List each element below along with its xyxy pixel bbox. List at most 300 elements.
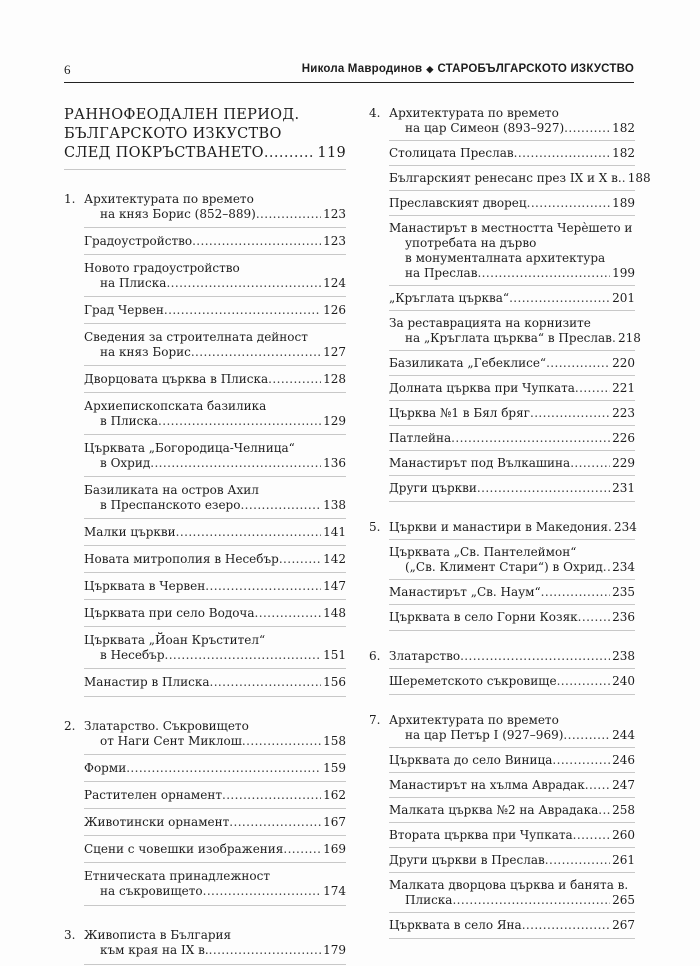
entry-text: Златарство. Съкровището <box>84 719 249 733</box>
entry-page-number: 236 <box>612 610 635 624</box>
entry-page-number: 201 <box>612 291 635 305</box>
entry-text: Църквата до село Виница <box>389 753 553 767</box>
entry-divider <box>389 747 635 748</box>
entry-divider <box>84 296 346 297</box>
toc-entry <box>84 815 346 830</box>
entry-text: Базиликата „Гебеклисе“ <box>389 356 547 370</box>
entry-line <box>389 828 635 843</box>
entry-line <box>389 610 635 625</box>
entry-page-number: 247 <box>612 778 635 792</box>
entry-page-number: 234 <box>612 560 635 574</box>
dot-leader <box>165 648 322 663</box>
dot-leader <box>452 893 610 908</box>
dot-leader <box>575 381 610 396</box>
entry-page-number: 182 <box>612 146 635 160</box>
entry-page-number: 240 <box>612 674 635 688</box>
dot-leader <box>222 788 321 803</box>
entry-divider <box>389 165 635 166</box>
entry-divider <box>84 227 346 228</box>
entry-page-number: 126 <box>323 303 346 317</box>
entry-text: на съкровището <box>100 884 203 898</box>
entry-line <box>389 406 635 421</box>
part-heading-line <box>64 125 346 144</box>
dot-leader <box>564 121 610 136</box>
toc-entry <box>84 552 346 567</box>
toc-entry <box>389 316 641 346</box>
entry-text: Малки църкви <box>84 525 176 539</box>
toc-entry <box>389 545 635 575</box>
entry-text: Втората църква при Чупката <box>389 828 573 842</box>
entry-divider <box>389 350 635 351</box>
entry-page-number: 162 <box>323 788 346 802</box>
entry-text: Столицата Преслав <box>389 146 514 160</box>
toc-entry <box>389 853 635 868</box>
entry-text: Животински орнамент <box>84 815 230 829</box>
entry-text: Манастирът под Вълкашина <box>389 456 571 470</box>
entry-line <box>389 674 635 689</box>
dot-leader <box>530 406 610 421</box>
entry-text: „Кръглата църква“ <box>389 291 510 305</box>
entry-page-number: 158 <box>323 734 346 748</box>
dot-leader <box>545 853 610 868</box>
chapter-entry <box>64 928 346 958</box>
entry-line <box>84 276 346 291</box>
chapter-entry <box>64 192 346 222</box>
header-rule <box>64 82 634 83</box>
toc-entry <box>389 585 635 600</box>
entry-text: в Плиска <box>100 414 159 428</box>
entry-line <box>84 788 346 803</box>
entry-text: Патлейна <box>389 431 452 445</box>
entry-line <box>389 146 635 161</box>
dot-leader <box>546 356 610 371</box>
entry-line <box>84 734 346 749</box>
running-header-title: СТАРОБЪЛГАРСКОТО ИЗКУСТВО <box>437 63 634 75</box>
entry-line <box>84 815 346 830</box>
entry-divider <box>389 215 635 216</box>
separator-diamond-icon: ◆ <box>426 64 434 74</box>
entry-text: на цар Симеон (893–927) <box>405 121 565 135</box>
dot-leader <box>578 610 610 625</box>
toc-entry <box>84 234 346 249</box>
running-header-author: Никола Мавродинов <box>301 63 423 75</box>
entry-divider <box>389 797 635 798</box>
entry-text: употребата на дърво <box>405 236 537 250</box>
toc-entry <box>84 525 346 540</box>
entry-divider <box>84 964 346 965</box>
entry-text: Църквата в село Горни Козяк <box>389 610 578 624</box>
toc-column-left <box>64 106 346 965</box>
entry-page-number: 138 <box>323 498 346 512</box>
entry-page-number: 123 <box>323 234 346 248</box>
dot-leader <box>264 144 316 163</box>
entry-page-number: 174 <box>323 884 346 898</box>
dot-leader <box>570 456 610 471</box>
entry-line <box>389 545 635 560</box>
entry-line <box>84 207 346 222</box>
entry-divider <box>84 476 346 477</box>
dot-leader <box>256 207 321 222</box>
entry-line <box>389 196 635 211</box>
toc-entry <box>389 146 635 161</box>
entry-page-number: 147 <box>323 579 346 593</box>
entry-text: Новата митрополия в Несебър <box>84 552 279 566</box>
entry-divider <box>389 375 635 376</box>
entry-text: Златарство <box>389 649 461 663</box>
part-heading-text: СЛЕД ПОКРЪСТВАНЕТО <box>64 145 264 161</box>
toc-entry <box>389 291 635 306</box>
entry-text: на Плиска <box>100 276 167 290</box>
toc-entry <box>84 303 346 318</box>
chapter-entry <box>369 106 635 136</box>
entry-line <box>84 399 346 414</box>
entry-divider <box>84 862 346 863</box>
entry-line <box>389 106 635 121</box>
entry-line <box>84 675 346 690</box>
toc-entry <box>84 483 346 513</box>
dot-leader <box>166 276 321 291</box>
dot-leader <box>527 196 610 211</box>
entry-divider <box>389 425 635 426</box>
toc-entry <box>389 196 635 211</box>
dot-leader <box>242 734 321 749</box>
entry-divider <box>84 323 346 324</box>
entry-line <box>84 414 346 429</box>
entry-line <box>389 431 635 446</box>
entry-text: Църквата „Богородица-Челница“ <box>84 441 295 455</box>
entry-page-number: 260 <box>612 828 635 842</box>
entry-divider <box>84 254 346 255</box>
entry-line <box>84 345 346 360</box>
entry-line <box>389 918 635 933</box>
entry-page-number: 267 <box>612 918 635 932</box>
chapter-number: 7. <box>369 713 381 727</box>
toc-entry <box>389 171 651 186</box>
entry-page-number: 127 <box>323 345 346 359</box>
entry-line <box>84 719 346 734</box>
entry-page-number: 129 <box>323 414 346 428</box>
entry-divider <box>84 626 346 627</box>
toc-entry <box>389 878 635 908</box>
entry-page-number: 226 <box>612 431 635 445</box>
chapter-entry <box>369 713 635 743</box>
dot-leader <box>192 234 321 249</box>
entry-line <box>389 171 651 186</box>
entry-line <box>389 560 635 575</box>
entry-line <box>84 884 346 899</box>
part-heading-line <box>64 106 346 125</box>
toc-entry <box>84 261 346 291</box>
dot-leader <box>150 456 321 471</box>
dot-leader <box>209 943 321 958</box>
entry-text: на „Кръглата църква“ в Преслав <box>405 331 612 345</box>
entry-page-number: 223 <box>612 406 635 420</box>
dot-leader <box>164 303 321 318</box>
entry-line <box>389 251 635 266</box>
entry-text: Манастир в Плиска <box>84 675 210 689</box>
entry-text: от Наги Сент Миклош <box>100 734 242 748</box>
dot-leader <box>563 728 610 743</box>
entry-page-number: 141 <box>323 525 346 539</box>
chapter-number: 2. <box>64 719 76 733</box>
entry-divider <box>389 579 635 580</box>
entry-text: Църкви и манастири в Македония <box>389 520 608 534</box>
toc-entry <box>84 788 346 803</box>
entry-page-number: 199 <box>612 266 635 280</box>
entry-divider <box>389 772 635 773</box>
dot-leader <box>176 525 321 540</box>
entry-text: Шереметското съкровище <box>389 674 557 688</box>
dot-leader <box>585 778 610 793</box>
entry-line <box>389 893 635 908</box>
toc-entry <box>389 753 635 768</box>
entry-text: Сведения за строителната дейност <box>84 330 308 344</box>
entry-page-number: 229 <box>612 456 635 470</box>
entry-text: Други църкви <box>389 481 477 495</box>
entry-line <box>84 579 346 594</box>
entry-divider <box>389 604 635 605</box>
part-heading-text: РАННОФЕОДАЛЕН ПЕРИОД. <box>64 107 300 123</box>
entry-text: За реставрацията на корнизите <box>389 316 591 330</box>
entry-line <box>389 728 635 743</box>
entry-page-number: 167 <box>323 815 346 829</box>
toc-entry <box>389 803 635 818</box>
entry-divider <box>389 310 635 311</box>
entry-page-number: 188 <box>627 171 651 185</box>
entry-line <box>84 456 346 471</box>
entry-text: Други църкви в Преслав <box>389 853 545 867</box>
chapter-number: 4. <box>369 106 381 120</box>
toc-entry <box>84 869 346 899</box>
chapter-number: 5. <box>369 520 381 534</box>
entry-text: Църквата в Червен <box>84 579 206 593</box>
entry-line <box>389 266 635 281</box>
entry-text: Българският ренесанс през IX и X в. <box>389 171 622 185</box>
entry-text: Форми <box>84 761 127 775</box>
dot-leader <box>203 884 321 899</box>
entry-line <box>389 381 635 396</box>
entry-text: Етническата принадлежност <box>84 869 270 883</box>
entry-text: Църква №1 в Бял бряг <box>389 406 530 420</box>
entry-divider <box>389 475 635 476</box>
entry-line <box>84 648 346 663</box>
entry-divider <box>389 912 635 913</box>
toc-entry <box>389 356 635 371</box>
entry-line <box>389 520 635 535</box>
dot-leader <box>509 291 610 306</box>
toc-entry <box>84 675 346 690</box>
entry-page-number: 235 <box>612 585 635 599</box>
dot-leader <box>541 585 610 600</box>
entry-line <box>389 236 635 251</box>
toc-entry <box>84 372 346 387</box>
entry-text: Църквата при село Водоча <box>84 606 255 620</box>
entry-page-number: 182 <box>612 121 635 135</box>
entry-text: Малката дворцова църква и банята в. <box>389 878 629 892</box>
entry-text: Растителен орнамент <box>84 788 222 802</box>
part-heading-text: БЪЛГАРСКОТО ИЗКУСТВО <box>64 126 282 142</box>
dot-leader <box>451 431 610 446</box>
entry-divider <box>84 781 346 782</box>
chapter-number: 1. <box>64 192 76 206</box>
dot-leader <box>279 552 321 567</box>
entry-page-number: 244 <box>612 728 635 742</box>
entry-text: Църквата в село Яна <box>389 918 522 932</box>
entry-text: Манастирът на хълма Аврадак <box>389 778 585 792</box>
entry-divider <box>389 140 635 141</box>
entry-line <box>84 606 346 621</box>
part-heading-line <box>64 144 346 163</box>
entry-divider <box>389 938 635 939</box>
entry-line <box>84 483 346 498</box>
dot-leader <box>514 146 610 161</box>
entry-page-number: 261 <box>612 853 635 867</box>
dot-leader <box>255 606 322 621</box>
entry-divider <box>84 434 346 435</box>
entry-text: Плиска <box>405 893 453 907</box>
entry-line <box>84 441 346 456</box>
entry-line <box>389 456 635 471</box>
toc-entry <box>84 842 346 857</box>
entry-divider <box>84 808 346 809</box>
entry-text: на княз Борис (852–889) <box>100 207 256 221</box>
entry-divider <box>84 754 346 755</box>
entry-text: Сцени с човешки изображения <box>84 842 284 856</box>
entry-page-number: 258 <box>612 803 635 817</box>
entry-divider <box>84 365 346 366</box>
entry-divider <box>84 668 346 669</box>
entry-page-number: 179 <box>323 943 346 957</box>
entry-divider <box>389 822 635 823</box>
entry-line <box>84 761 346 776</box>
entry-text: („Св. Климент Стари“) в Охрид <box>405 560 603 574</box>
toc-entry <box>84 761 346 776</box>
toc-entry <box>84 579 346 594</box>
entry-line <box>84 552 346 567</box>
entry-page-number: 123 <box>323 207 346 221</box>
entry-line <box>389 356 635 371</box>
toc-entry <box>389 778 635 793</box>
entry-line <box>389 221 635 236</box>
entry-text: Градоустройство <box>84 234 193 248</box>
entry-page-number: 246 <box>612 753 635 767</box>
entry-line <box>389 878 635 893</box>
entry-text: в Охрид <box>100 456 151 470</box>
entry-page-number: 151 <box>323 648 346 662</box>
dot-leader <box>573 828 610 843</box>
entry-text: Дворцовата църква в Плиска <box>84 372 269 386</box>
entry-page-number: 231 <box>612 481 635 495</box>
entry-page-number: 189 <box>612 196 635 210</box>
entry-line <box>84 498 346 513</box>
entry-page-number: 136 <box>323 456 346 470</box>
chapter-entry <box>64 719 346 749</box>
entry-text: в Несебър <box>100 648 165 662</box>
entry-page-number: 142 <box>323 552 346 566</box>
dot-leader <box>552 753 610 768</box>
entry-divider <box>389 400 635 401</box>
toc-entry <box>389 381 635 396</box>
entry-line <box>389 753 635 768</box>
entry-text: Преславският дворец <box>389 196 527 210</box>
entry-page-number: 124 <box>323 276 346 290</box>
entry-text: Архитектурата по времето <box>389 106 559 120</box>
entry-page-number: 234 <box>613 520 637 534</box>
dot-leader <box>598 803 610 818</box>
entry-line <box>389 331 641 346</box>
dot-leader <box>209 675 321 690</box>
part-heading-page: 119 <box>317 145 346 161</box>
entry-divider <box>389 190 635 191</box>
toc-entry <box>389 674 635 689</box>
toc-entry <box>389 406 635 421</box>
entry-divider <box>84 392 346 393</box>
dot-leader <box>240 498 321 513</box>
toc-column-right <box>369 106 651 939</box>
entry-text: в Преспанското езеро <box>100 498 241 512</box>
dot-leader <box>522 918 610 933</box>
chapter-entry <box>369 649 635 664</box>
dot-leader <box>557 674 611 689</box>
toc-entry <box>84 633 346 663</box>
entry-page-number: 159 <box>323 761 346 775</box>
entry-text: Манастирът „Св. Наум“ <box>389 585 541 599</box>
entry-text: в монументалната архитектура <box>405 251 606 265</box>
part-heading <box>64 106 346 163</box>
dot-leader <box>283 842 321 857</box>
dot-leader <box>126 761 321 776</box>
entry-text: Базиликата на остров Ахил <box>84 483 259 497</box>
toc-entry <box>389 610 635 625</box>
dot-leader <box>477 481 610 496</box>
entry-divider <box>84 599 346 600</box>
dot-leader <box>191 345 321 360</box>
entry-line <box>389 481 635 496</box>
entry-page-number: 218 <box>617 331 641 345</box>
entry-line <box>389 713 635 728</box>
entry-divider <box>84 835 346 836</box>
entry-line <box>389 121 635 136</box>
entry-page-number: 148 <box>323 606 346 620</box>
chapter-number: 6. <box>369 649 381 663</box>
toc-entry <box>389 431 635 446</box>
dot-leader <box>158 414 321 429</box>
dot-leader <box>460 649 610 664</box>
entry-text: към края на IX в. <box>100 943 209 957</box>
entry-page-number: 221 <box>612 381 635 395</box>
entry-text: Новото градоустройство <box>84 261 240 275</box>
page-number: 6 <box>64 62 71 77</box>
entry-line <box>84 633 346 648</box>
toc-entry <box>389 481 635 496</box>
entry-text: Архиепископската базилика <box>84 399 267 413</box>
entry-line <box>389 316 635 331</box>
entry-text: Църквата „Йоан Кръстител“ <box>84 633 266 647</box>
toc-entry <box>389 918 635 933</box>
chapter-number: 3. <box>64 928 76 942</box>
entry-divider <box>389 847 635 848</box>
entry-line <box>84 842 346 857</box>
entry-divider <box>84 545 346 546</box>
toc-entry <box>84 441 346 471</box>
entry-line <box>389 585 635 600</box>
entry-line <box>84 192 346 207</box>
toc-entry <box>389 456 635 471</box>
entry-text: Град Червен <box>84 303 164 317</box>
entry-text: Манастирът в местността Черѐшето и <box>389 221 633 235</box>
entry-line <box>84 303 346 318</box>
toc-entry <box>389 828 635 843</box>
